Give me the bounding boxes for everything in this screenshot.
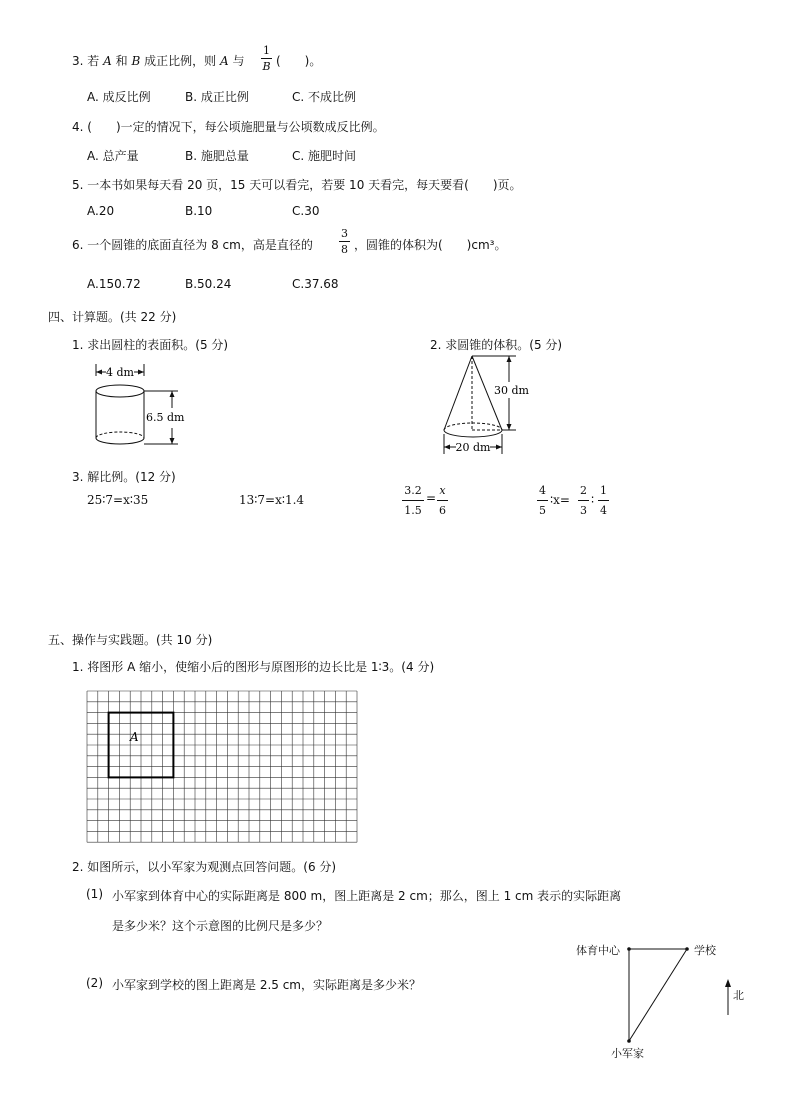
map-label-school: 学校 [694,944,716,957]
q6-fraction: 3 8 [341,227,348,256]
sub1-line2: 是多少米？这个示意图的比例尺是多少？ [112,919,329,933]
q3-line: 3. 若 A 和 B 成正比例，则 A 与 [72,54,245,68]
q3-option-b: B. 成正比例 [185,90,249,104]
equation-1: 25∶7=x∶35 [87,493,149,507]
cylinder-height-label: 6.5 dm [146,411,185,424]
equation-4-b: 2 3 [580,484,587,517]
q3-paren: ( )。 [276,54,322,68]
q4-option-c: C. 施肥时间 [292,149,357,163]
equation-3-equals: = [426,491,437,505]
cylinder-figure [78,360,198,460]
sports-center-point [627,947,631,951]
q3-option-c: C. 不成比例 [292,90,357,104]
q6-option-b: B.50.24 [185,277,232,291]
q3-option-a: A. 成反比例 [87,90,151,104]
q4-option-b: B. 施肥总量 [185,149,249,163]
cylinder-diameter-label: 4 dm [106,366,134,379]
section5-title: 五、操作与实践题。(共 10 分) [48,633,213,647]
q5-option-a: A.20 [87,204,115,218]
q6-option-a: A.150.72 [87,277,141,291]
equation-3-left: 3.2 1.5 [402,485,424,516]
equation-3-right: x 6 [439,484,446,517]
sub1-line1: 小军家到体育中心的实际距离是 800 m，图上距离是 2 cm；那么，图上 1 cm 表示的实际距离 [112,889,622,903]
s4-problem3: 3. 解比例。(12 分) [72,470,176,484]
q6-line-post: ，圆锥的体积为( )cm³。 [354,238,507,252]
map-label-north: 北 [733,989,744,1002]
map-label-home: 小军家 [611,1047,644,1060]
q5-line: 5. 一本书如果每天看 20 页，15 天可以看完，若要 10 天看完，每天要看( )页。 [72,178,522,192]
equation-2: 13∶7=x∶1.4 [239,493,305,507]
q6-line-pre: 6. 一个圆锥的底面直径为 8 cm，高是直径的 [72,238,313,252]
s4-problem2: 2. 求圆锥的体积。(5 分) [430,338,563,352]
sub1-marker: (1) [86,887,103,901]
q4-option-a: A. 总产量 [87,149,139,163]
equation-4-colon: ∶ [591,493,595,507]
sub2-marker: (2) [86,976,103,990]
north-arrow-icon [725,979,731,987]
shape-a-label: A [130,730,139,744]
cone-diameter-label: 20 dm [455,441,491,454]
equation-4-mid: ∶x= [550,493,570,507]
school-point [685,947,689,951]
cone-figure [436,350,546,460]
s4-problem1: 1. 求出圆柱的表面积。(5 分) [72,338,229,352]
cone-height-label: 30 dm [494,384,529,397]
q3-fraction: 1 B [262,44,271,73]
s5-problem2: 2. 如图所示，以小军家为观测点回答问题。(6 分) [72,860,337,874]
square-grid [86,690,358,846]
q5-option-b: B.10 [185,204,213,218]
sub2-text: 小军家到学校的图上距离是 2.5 cm，实际距离是多少米？ [112,978,422,992]
q4-line: 4. ( )一定的情况下，每公顷施肥量与公顷数成反比例。 [72,120,385,134]
equation-4-c: 1 4 [600,484,607,517]
section4-title: 四、计算题。(共 22 分) [48,310,177,324]
map-label-sports-center: 体育中心 [576,944,620,957]
q6-option-c: C.37.68 [292,277,339,291]
home-point [627,1039,631,1043]
s5-problem1: 1. 将图形 A 缩小，使缩小后的图形与原图形的边长比是 1∶3。(4 分) [72,660,435,674]
q5-option-c: C.30 [292,204,320,218]
equation-4-a: 4 5 [539,484,546,517]
